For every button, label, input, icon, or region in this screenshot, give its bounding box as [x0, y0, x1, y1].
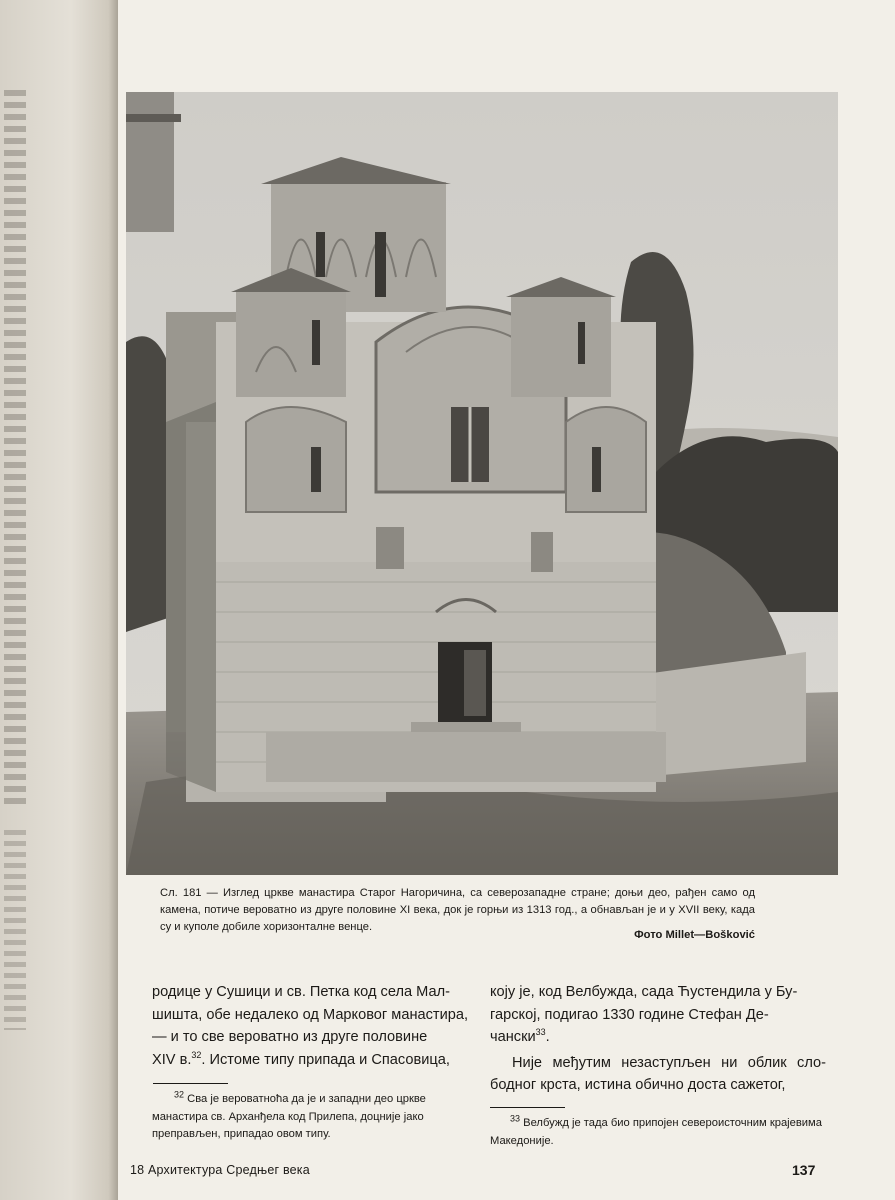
paragraph-line: родице у Сушици и св. Петка код села Мал- — [152, 984, 450, 1000]
facing-page-text-fragment — [4, 90, 26, 810]
footnote-right — [490, 1115, 826, 1150]
left-text-column — [152, 981, 472, 1071]
footnote-left — [152, 1091, 474, 1144]
paragraph-line — [490, 1026, 826, 1049]
church-photo-illustration — [126, 92, 838, 875]
footnote-rule-right — [490, 1107, 565, 1108]
footnote-text: Велбужд је тада био припојен североисточним крајевима Македоније. — [490, 1117, 822, 1147]
church-photograph — [126, 92, 838, 875]
line-text: . — [545, 1029, 550, 1045]
footnote-number: 32 — [174, 1089, 185, 1100]
paragraph-line: гарској, подигао 1330 године Стефан Де- — [490, 1006, 769, 1023]
line-text: чански — [490, 1029, 536, 1045]
footnote-number: 33 — [510, 1113, 521, 1124]
footnote-ref: 33 — [535, 1027, 546, 1038]
footnote-text: Сва је вероватноћа да је и западни део цркве манастира св. Арханђела код Прилепа, доцније јако преправљен, припадао овом типу. — [152, 1093, 426, 1140]
page-number: 137 — [792, 1162, 816, 1178]
figure-caption: Сл. 181 — Изглед цркве манастира Старог Нагоричина, са северозападне стране; доњи део, рађен само од камена, потиче вероватно из друге половине XI века, док је горњи из 1313 год., а обнављан је и у XVII веку, када су и куполе добиле хоризонталне венце. — [160, 887, 755, 933]
line-text: . Истоме типу припада и Спасовица, — [201, 1051, 450, 1068]
right-text-column — [490, 981, 826, 1097]
running-footer: 18 Архитектура Средњег века — [130, 1163, 310, 1177]
paragraph-line: — и то све вероватно из друге половине — [152, 1029, 428, 1045]
paragraph: Није међутим незаступљен ни облик сло-бодног крста, истина обично доста сажетог, — [490, 1054, 826, 1093]
photo-credit: Фото Millet—Bošković — [634, 929, 755, 941]
paragraph-line: шишта, обе недалеко од Марковог манастира, — [152, 1006, 469, 1023]
footnote-rule-left — [153, 1083, 228, 1084]
paragraph-line: коју је, код Велбужда, сада Ћустендила у Бу- — [490, 984, 798, 1000]
line-text: XIV в. — [152, 1051, 192, 1068]
footnote-ref: 32 — [191, 1049, 202, 1060]
paragraph-line — [152, 1049, 472, 1072]
book-gutter — [0, 0, 118, 1200]
facing-page-text-fragment-lower — [4, 830, 26, 1030]
